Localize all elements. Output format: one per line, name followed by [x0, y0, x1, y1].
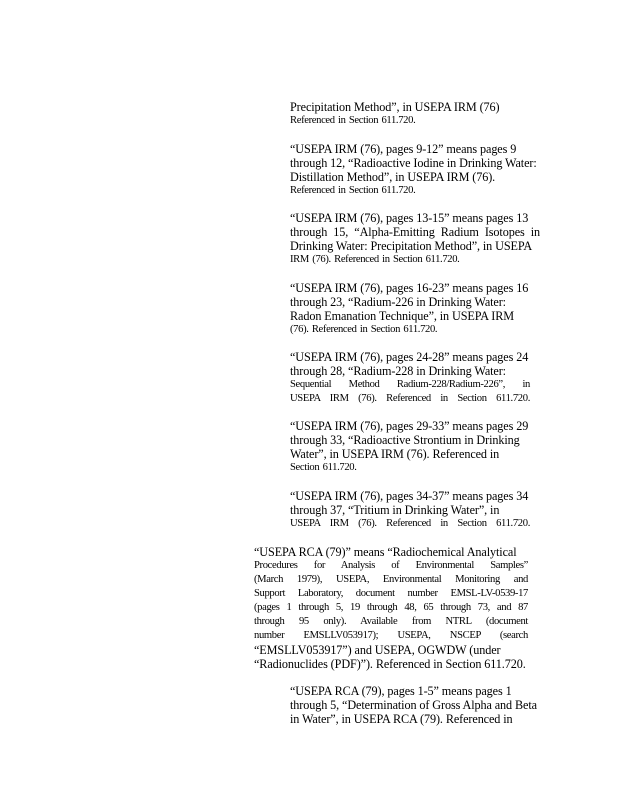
text-line: (March 1979), USEPA, Environmental Monitoring and	[254, 574, 528, 585]
text-line: IRM (76). Referenced in Section 611.720.	[290, 254, 460, 265]
text-line: “USEPA IRM (76), pages 34-37” means pages 34	[290, 489, 529, 503]
text-line: through 15, “Alpha-Emitting Radium Isotopes in	[290, 225, 540, 239]
text-line: through 12, “Radioactive Iodine in Drinking Water:	[290, 156, 537, 170]
definition-entry	[290, 142, 540, 198]
text-line: in Water”, in USEPA RCA (79). Referenced in	[290, 712, 513, 726]
text-line: Precipitation Method”, in USEPA IRM (76)	[290, 100, 500, 114]
text-line: “USEPA IRM (76), pages 24-28” means pages 24	[290, 350, 529, 364]
text-line: Referenced in Section 611.720.	[290, 115, 416, 126]
text-line: (76). Referenced in Section 611.720.	[290, 324, 438, 335]
text-line: “USEPA IRM (76), pages 13-15” means pages 13	[290, 211, 529, 225]
text-line: “USEPA IRM (76), pages 16-23” means pages 16	[290, 281, 529, 295]
definition-entry	[290, 419, 530, 475]
definition-entry	[290, 100, 508, 128]
text-line: Radon Emanation Technique”, in USEPA IRM	[290, 309, 514, 323]
text-line: Procedures for Analysis of Environmental Samples”	[254, 560, 528, 571]
text-line: (pages 1 through 5, 19 through 48, 65 through 73, and 87	[254, 602, 528, 613]
text-line: “Radionuclides (PDF)”). Referenced in Section 611.720.	[254, 657, 526, 671]
text-line: number EMSLLV053917); USEPA, NSCEP (search	[254, 630, 528, 641]
text-line: Referenced in Section 611.720.	[290, 185, 416, 196]
text-line: “USEPA IRM (76), pages 9-12” means pages 9	[290, 142, 517, 156]
text-line: Section 611.720.	[290, 462, 357, 473]
text-line: Sequential Method Radium-228/Radium-226”, in	[290, 379, 530, 390]
text-line: through 95 only). Available from NTRL (document	[254, 616, 528, 627]
text-line: through 33, “Radioactive Strontium in Drinking	[290, 433, 520, 447]
text-line: Water”, in USEPA IRM (76). Referenced in	[290, 447, 500, 461]
text-line: “USEPA RCA (79), pages 1-5” means pages 1	[290, 684, 512, 698]
text-line: through 37, “Tritium in Drinking Water”, in	[290, 503, 500, 517]
text-line: Drinking Water: Precipitation Method”, in USEPA	[290, 239, 533, 253]
text-line: “USEPA IRM (76), pages 29-33” means pages 29	[290, 419, 529, 433]
text-line: Distillation Method”, in USEPA IRM (76).	[290, 170, 496, 184]
definition-entry	[254, 545, 528, 671]
text-line: “USEPA RCA (79)” means “Radiochemical Analytical	[254, 545, 517, 559]
definition-entry	[290, 684, 540, 726]
definition-entry	[290, 489, 530, 531]
text-line: Support Laboratory, document number EMSL-LV-0539-17	[254, 588, 528, 599]
definition-entry	[290, 281, 535, 337]
text-line: “EMSLLV053917”) and USEPA, OGWDW (under	[254, 643, 501, 657]
text-line: through 28, “Radium-228 in Drinking Water:	[290, 364, 506, 378]
definition-entry	[290, 350, 530, 406]
definition-entry	[290, 211, 540, 267]
text-line: USEPA IRM (76). Referenced in Section 611.720.	[290, 393, 530, 404]
text-line: USEPA IRM (76). Referenced in Section 611.720.	[290, 518, 530, 529]
text-line: through 5, “Determination of Gross Alpha and Beta	[290, 698, 537, 712]
text-line: through 23, “Radium-226 in Drinking Water:	[290, 295, 506, 309]
